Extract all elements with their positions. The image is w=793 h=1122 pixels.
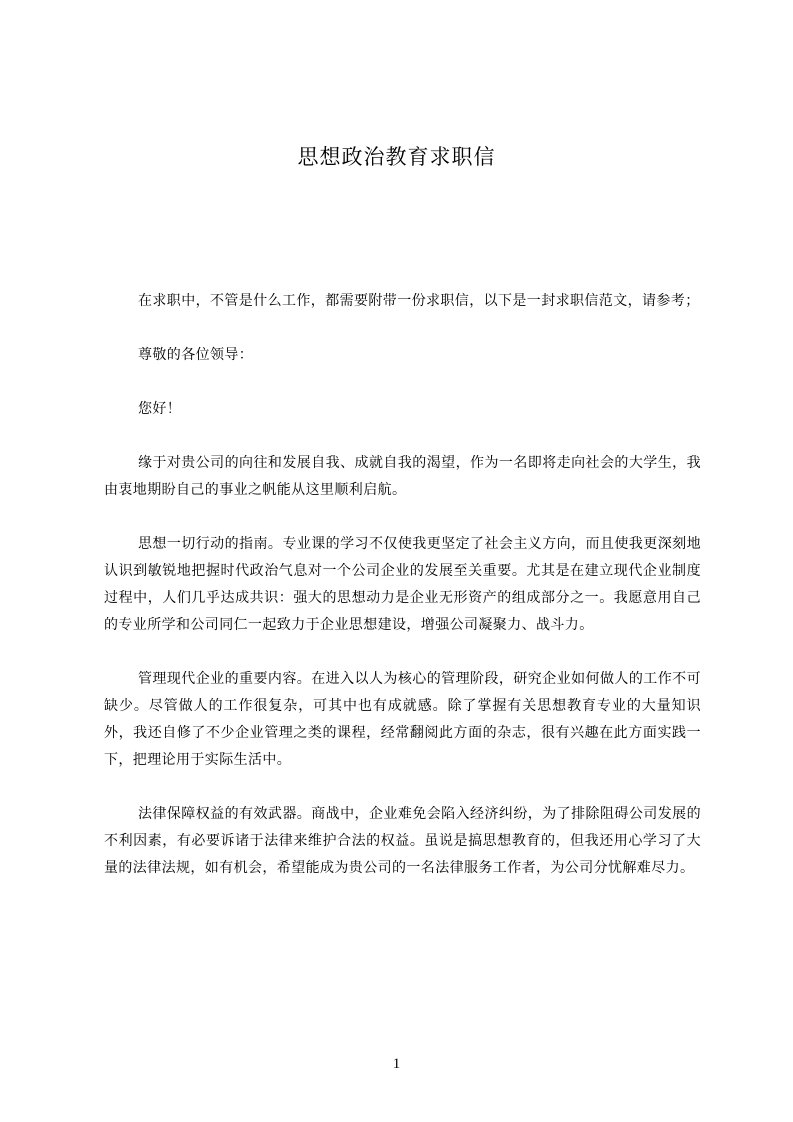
page-number: 1 (392, 1056, 401, 1072)
intro-paragraph: 在求职中，不管是什么工作，都需要附带一份求职信，以下是一封求职信范文，请参考； (138, 293, 700, 309)
body-paragraph-motivation: 缘于对贵公司的向往和发展自我、成就自我的渴望，作为一名即将走向社会的大学生，我由衷地期盼自己的事业之帆能从这里顺利启航。 (104, 455, 701, 498)
body-paragraph-management: 管理现代企业的重要内容。在进入以人为核心的管理阶段，研究企业如何做人的工作不可缺少。尽管做人的工作很复杂，可其中也有成就感。除了掌握有关思想教育专业的大量知识外，我还自修了不少企业管理之类的课程，经常翻阅此方面的杂志，很有兴趣在此方面实践一下，把理论用于实际生活中。 (104, 671, 701, 768)
greeting: 您好！ (138, 401, 182, 417)
body-paragraph-law: 法律保障权益的有效武器。商战中，企业难免会陷入经济纠纷，为了排除阻碍公司发展的不利因素，有必要诉诸于法律来维护合法的权益。虽说是搞思想教育的，但我还用心学习了大量的法律法规，如有机会，希望能成为贵公司的一名法律服务工作者，为公司分忧解难尽力。 (104, 806, 701, 876)
body-paragraph-ideology: 思想一切行动的指南。专业课的学习不仅使我更坚定了社会主义方向，而且使我更深刻地认识到敏锐地把握时代政治气息对一个公司企业的发展至关重要。尤其是在建立现代企业制度过程中，人们几乎达成共识：强大的思想动力是企业无形资产的组成部分之一。我愿意用自己的专业所学和公司同仁一起致力于企业思想建设，增强公司凝聚力、战斗力。 (104, 536, 701, 633)
salutation: 尊敬的各位领导： (138, 347, 254, 363)
document-title: 思想政治教育求职信 (297, 145, 496, 169)
document-body (104, 288, 701, 909)
